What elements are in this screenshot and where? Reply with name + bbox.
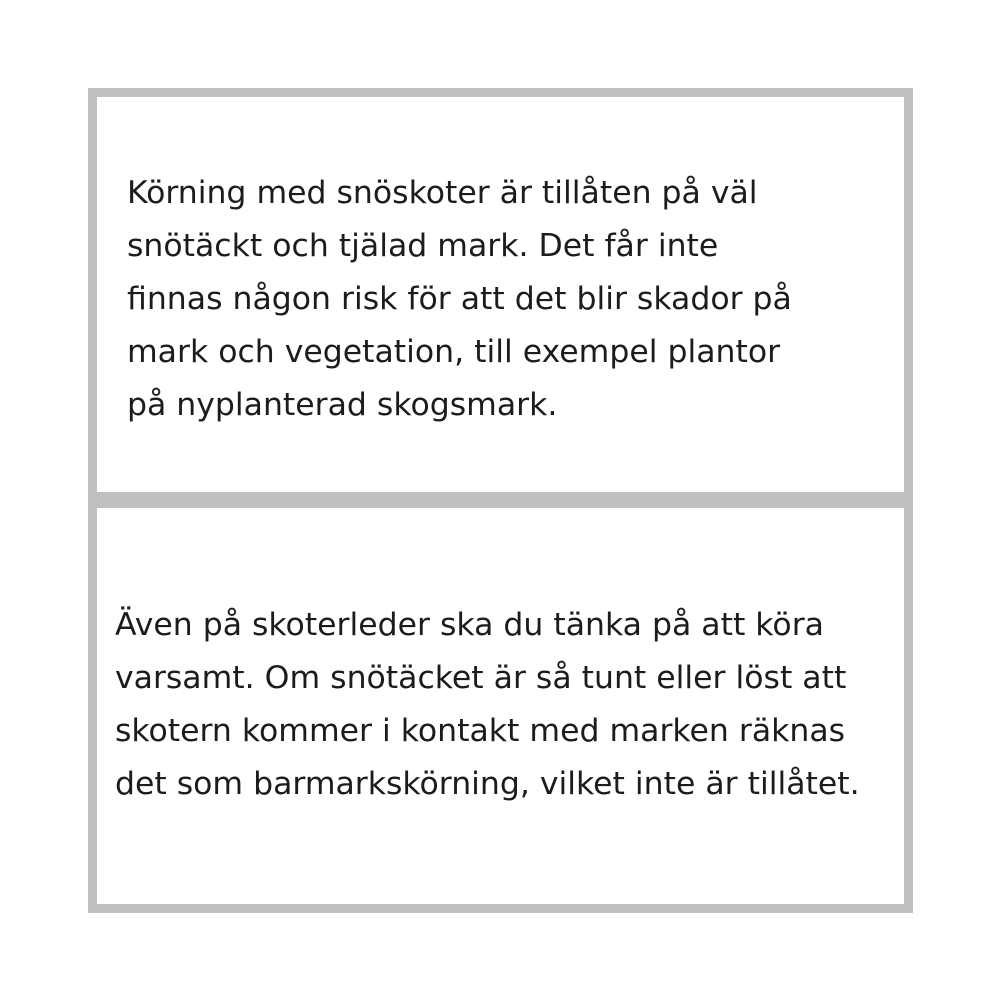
- bottom-text-panel: [97, 508, 904, 904]
- top-paragraph-line: mark och vegetation, till exempel plantor: [127, 334, 781, 370]
- bottom-paragraph-line: skotern kommer i kontakt med marken räknas: [115, 713, 846, 749]
- bottom-paragraph-line: det som barmarkskörning, vilket inte är tillåtet.: [115, 766, 860, 802]
- top-paragraph: [127, 167, 792, 432]
- top-paragraph-line: på nyplanterad skogsmark.: [127, 387, 558, 423]
- top-paragraph-line: snötäckt och tjälad mark. Det får inte: [127, 228, 719, 264]
- top-text-panel: [97, 97, 904, 492]
- bottom-paragraph: [115, 599, 860, 811]
- top-paragraph-line: Körning med snöskoter är tillåten på väl: [127, 175, 758, 211]
- content-frame: [88, 88, 913, 913]
- bottom-paragraph-line: Även på skoterleder ska du tänka på att köra: [115, 607, 824, 643]
- bottom-paragraph-line: varsamt. Om snötäcket är så tunt eller löst att: [115, 660, 847, 696]
- top-paragraph-line: finnas någon risk för att det blir skador på: [127, 281, 792, 317]
